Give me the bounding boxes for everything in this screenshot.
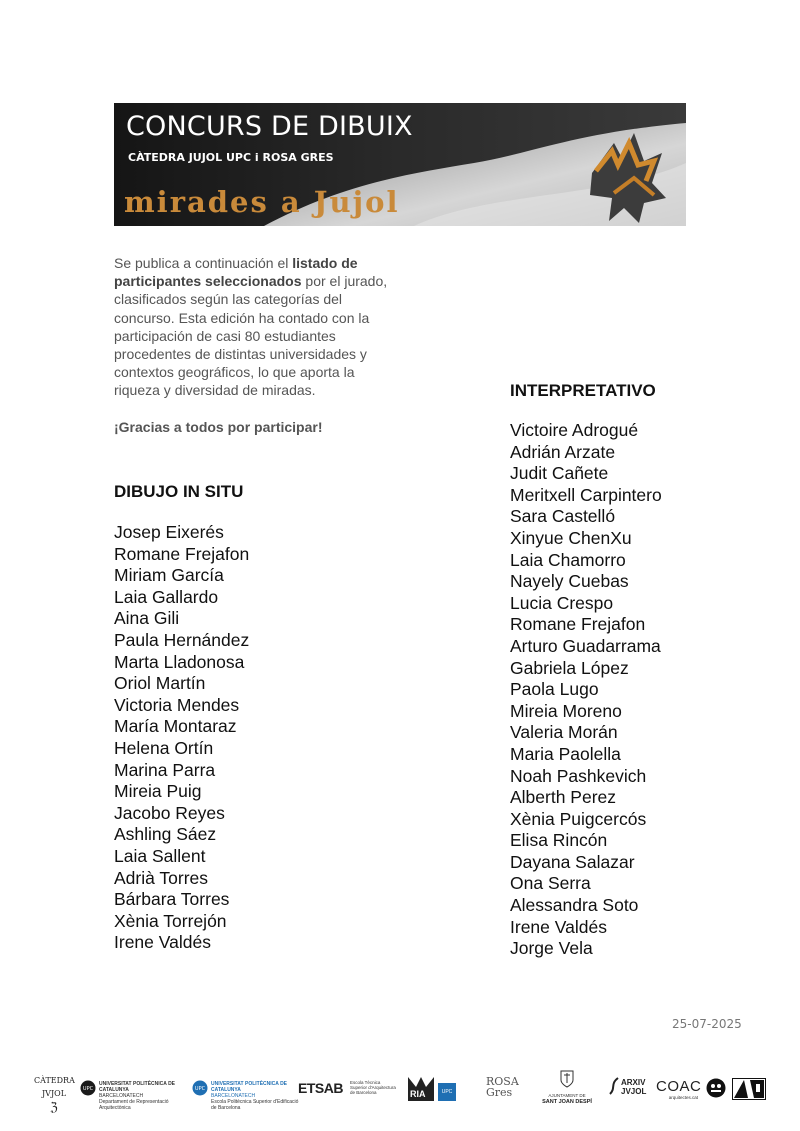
participant-name: Alessandra Soto: [510, 895, 639, 916]
rosa-label: ROSA: [486, 1075, 519, 1088]
participant-name: Irene Valdés: [510, 916, 607, 937]
sponsor-logos-footer: [30, 1068, 775, 1128]
square-mark-logo: [732, 1078, 766, 1105]
sjd-line-2: SANT JOAN DESPÍ: [542, 1099, 592, 1105]
participant-name: Paula Hernández: [114, 629, 250, 650]
participant-name: Jorge Vela: [510, 938, 593, 959]
participant-name: Judit Cañete: [510, 463, 609, 484]
upc-barcelonatech-2: BARCELONATECH: [211, 1093, 256, 1099]
participant-name: Victoria Mendes: [114, 694, 240, 715]
upc-department: Departament de Representació Arquitectònica: [99, 1099, 169, 1111]
participant-name: Josep Eixerés: [114, 522, 224, 542]
intro-paragraph: [114, 254, 404, 400]
contest-banner: [114, 103, 686, 226]
svg-text:UPC: UPC: [82, 1086, 94, 1092]
participant-name: Romane Frejafon: [114, 543, 250, 564]
participant-name: Irene Valdés: [114, 932, 211, 953]
participant-name: Oriol Martín: [114, 673, 206, 694]
upc-epseb: Escola Politècnica Superior d'Edificació de Barcelona: [211, 1099, 299, 1111]
participant-name: Noah Pashkevich: [510, 765, 647, 786]
intro-text-1: Se publica a continuación el: [114, 255, 293, 271]
participant-name: Nayely Cuebas: [510, 571, 629, 592]
jujol-mark-icon: ℨ: [50, 1100, 58, 1114]
coat-of-arms-icon: [560, 1070, 574, 1088]
participant-name: Sara Castelló: [510, 506, 616, 527]
arxiv-mark-icon: [608, 1076, 620, 1096]
round-badge-icon: [706, 1078, 726, 1098]
geometric-mark-icon: [732, 1078, 766, 1100]
participant-name: María Montaraz: [114, 716, 237, 737]
participant-name: Mireia Puig: [114, 781, 202, 802]
arxiv-label: ARXIV: [621, 1078, 646, 1087]
participant-name: Adrià Torres: [114, 867, 209, 888]
participant-name: Maria Paolella: [510, 743, 621, 764]
svg-text:UPC: UPC: [194, 1086, 206, 1092]
sjd-line-1: AJUNTAMENT DE: [548, 1093, 586, 1098]
upc-name-2: UNIVERSITAT POLITÈCNICA DE CATALUNYA: [211, 1081, 288, 1093]
participant-name: Aina Gili: [114, 608, 180, 629]
ria-label: RIA: [410, 1089, 426, 1099]
jujol-label: JVJOL: [41, 1089, 67, 1098]
participant-name: Xinyue ChenXu: [510, 527, 632, 548]
participant-name: Victoire Adrogué: [510, 420, 639, 440]
participant-name: Laia Gallardo: [114, 586, 219, 607]
section-heading-interpretativo: INTERPRETATIVO: [510, 381, 656, 400]
circle-badge-logo: [706, 1078, 726, 1103]
participant-name: Ashling Sáez: [114, 824, 217, 845]
participant-name: Valeria Morán: [510, 722, 618, 743]
sant-joan-despi-logo: [532, 1070, 602, 1105]
etsab-label: ETSAB: [298, 1080, 343, 1096]
upc-seal-icon: [80, 1080, 96, 1096]
coac-logo: [656, 1078, 702, 1101]
list-dibujo-in-situ: [114, 522, 249, 954]
catedra-label: CÀTEDRA: [34, 1076, 75, 1085]
participant-name: Laia Sallent: [114, 845, 206, 866]
upc-square-logo: UPC: [438, 1083, 456, 1101]
publication-date: 25-07-2025: [672, 1017, 742, 1031]
intro-text-2: por el jurado, clasificados según las categorías del concurso. Esta edición ha contado con la participación de casi 80 estudiantes procedentes de distintas universidades y contextos geográficos, lo que aporta la riqueza y diversidad de miradas.: [114, 273, 388, 399]
participant-name: Helena Ortín: [114, 737, 214, 758]
catedra-jujol-logo: [34, 1076, 74, 1114]
participant-name: Dayana Salazar: [510, 851, 635, 872]
upc-barcelonatech-1: BARCELONATECH: [99, 1093, 144, 1099]
rosa-gres-logo: [486, 1076, 532, 1098]
participant-name: Mireia Moreno: [510, 700, 622, 721]
participant-name: Laia Chamorro: [510, 549, 626, 570]
participant-name: Lucia Crespo: [510, 592, 614, 613]
etsab-subtitle: Escola Tècnica Superior d'Arquitectura de Barcelona: [350, 1080, 396, 1095]
participant-name: Xènia Puigcercós: [510, 808, 647, 829]
thanks-message: ¡Gracias a todos por participar!: [114, 419, 323, 435]
participant-name: Marina Parra: [114, 759, 216, 780]
participant-name: Paola Lugo: [510, 679, 599, 700]
list-interpretativo: [510, 420, 662, 960]
section-heading-dibujo-in-situ: DIBUJO IN SITU: [114, 482, 244, 501]
participant-name: Jacobo Reyes: [114, 802, 225, 823]
banner-tagline: mirades a Jujol: [124, 185, 400, 219]
upc-seal-blue-icon: [192, 1080, 208, 1096]
arxiv-jujol-label: JVJOL: [621, 1087, 647, 1096]
coac-label: COAC: [656, 1078, 702, 1095]
participant-name: Romane Frejafon: [510, 614, 646, 635]
participant-name: Miriam García: [114, 565, 224, 586]
coac-subtitle: arquitectes.cat: [668, 1095, 698, 1100]
banner-subtitle: CÀTEDRA JUJOL UPC i ROSA GRES: [128, 151, 334, 164]
participant-name: Ona Serra: [510, 873, 591, 894]
participant-name: Gabriela López: [510, 657, 629, 678]
participant-name: Adrián Arzate: [510, 441, 616, 462]
participant-name: Xènia Torrejón: [114, 910, 227, 931]
participant-name: Elisa Rincón: [510, 830, 608, 851]
upc-name-1: UNIVERSITAT POLITÈCNICA DE CATALUNYA: [99, 1081, 176, 1093]
intro-bold: listado de participantes seleccionados: [114, 255, 358, 290]
participant-name: Bárbara Torres: [114, 889, 230, 910]
banner-title: CONCURS DE DIBUIX: [126, 111, 413, 142]
gres-label: Gres: [486, 1086, 513, 1099]
participant-name: Alberth Perez: [510, 787, 617, 808]
participant-name: Arturo Guadarrama: [510, 635, 661, 656]
participant-name: Meritxell Carpintero: [510, 484, 662, 505]
participant-name: Marta Lladonosa: [114, 651, 245, 672]
